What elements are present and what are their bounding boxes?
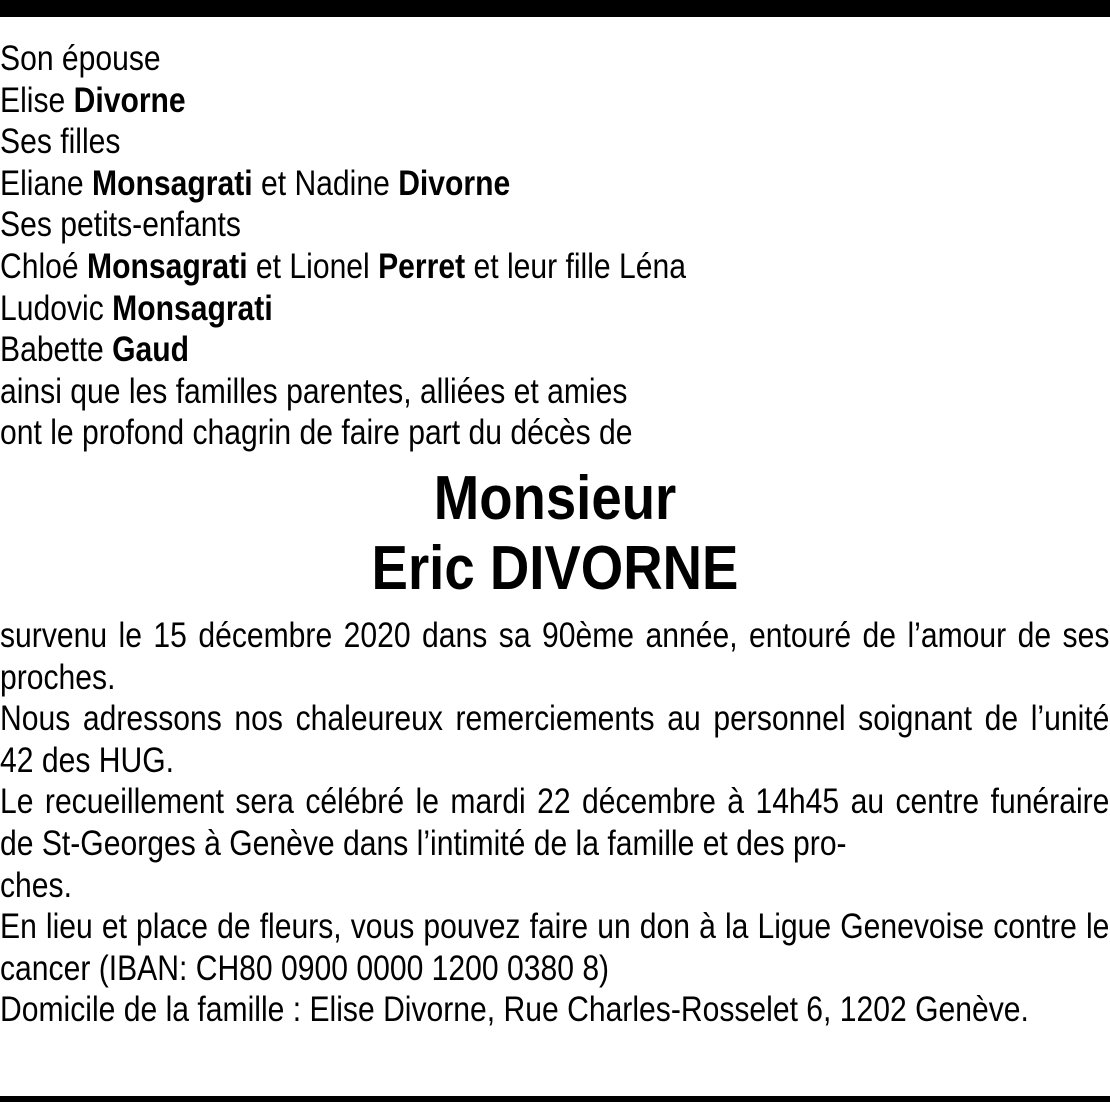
family-text: et Lionel bbox=[247, 246, 379, 286]
family-line bbox=[0, 371, 1109, 413]
family-text: ainsi que les familles parentes, alliées et amies bbox=[0, 371, 628, 411]
family-line bbox=[0, 204, 1109, 246]
family-announcement bbox=[0, 38, 1109, 454]
family-line bbox=[0, 38, 1109, 80]
family-surname: Perret bbox=[378, 246, 466, 286]
bottom-rule bbox=[0, 1096, 1110, 1102]
thanks-paragraph: Nous adressons nos chaleureux remerciements au personnel soignant de l’unité 42 des HUG. bbox=[0, 699, 1110, 780]
family-surname: Divorne bbox=[73, 80, 186, 120]
family-surname: Gaud bbox=[112, 330, 190, 370]
family-surname: Monsagrati bbox=[87, 246, 248, 286]
family-line bbox=[0, 329, 1109, 371]
death-date-paragraph: survenu le 15 décembre 2020 dans sa 90ème année, entouré de l’amour de ses proches. bbox=[0, 615, 1110, 697]
family-line bbox=[0, 246, 1109, 288]
family-text: Babette bbox=[0, 330, 113, 370]
top-rule bbox=[0, 0, 1110, 17]
family-line bbox=[0, 121, 1109, 163]
ceremony-text: Le recueillement sera célébré le mardi 22 décembre à 14h45 au centre funéraire de St-Georges à Genève dans l’intimité de la famille et des pro- bbox=[0, 782, 1110, 863]
family-line bbox=[0, 80, 1109, 122]
family-text: ont le profond chagrin de faire part du décès de bbox=[0, 413, 633, 453]
family-line bbox=[0, 288, 1109, 330]
family-text: Ses petits-enfants bbox=[0, 205, 241, 245]
death-notice bbox=[0, 38, 1110, 1031]
family-surname: Divorne bbox=[398, 163, 511, 203]
family-line bbox=[0, 163, 1109, 205]
family-text: Son épouse bbox=[0, 39, 161, 78]
deceased-name: Eric DIVORNE bbox=[371, 533, 739, 603]
ceremony-paragraph bbox=[0, 781, 1109, 906]
deceased-title bbox=[0, 464, 1110, 604]
ceremony-text: ches. bbox=[0, 865, 72, 905]
deceased-honorific: Monsieur bbox=[433, 463, 677, 533]
family-surname: Monsagrati bbox=[92, 163, 253, 203]
notice-body bbox=[0, 615, 1109, 1031]
family-text: et leur fille Léna bbox=[465, 246, 686, 286]
family-text: Ses filles bbox=[0, 122, 121, 162]
family-surname: Monsagrati bbox=[112, 288, 273, 328]
family-text: Ludovic bbox=[0, 288, 113, 328]
family-text: Elise bbox=[0, 80, 74, 120]
family-line bbox=[0, 412, 1109, 454]
family-text: Eliane bbox=[0, 163, 93, 203]
family-address-paragraph: Domicile de la famille : Elise Divorne, Rue Charles-Rosselet 6, 1202 Genève. bbox=[0, 990, 1029, 1030]
family-text: Chloé bbox=[0, 246, 88, 286]
family-text: et Nadine bbox=[252, 163, 399, 203]
donation-paragraph: En lieu et place de fleurs, vous pouvez faire un don à la Ligue Genevoise contre le cancer (IBAN: CH80 0900 0000 1200 0380 8) bbox=[0, 907, 1110, 988]
